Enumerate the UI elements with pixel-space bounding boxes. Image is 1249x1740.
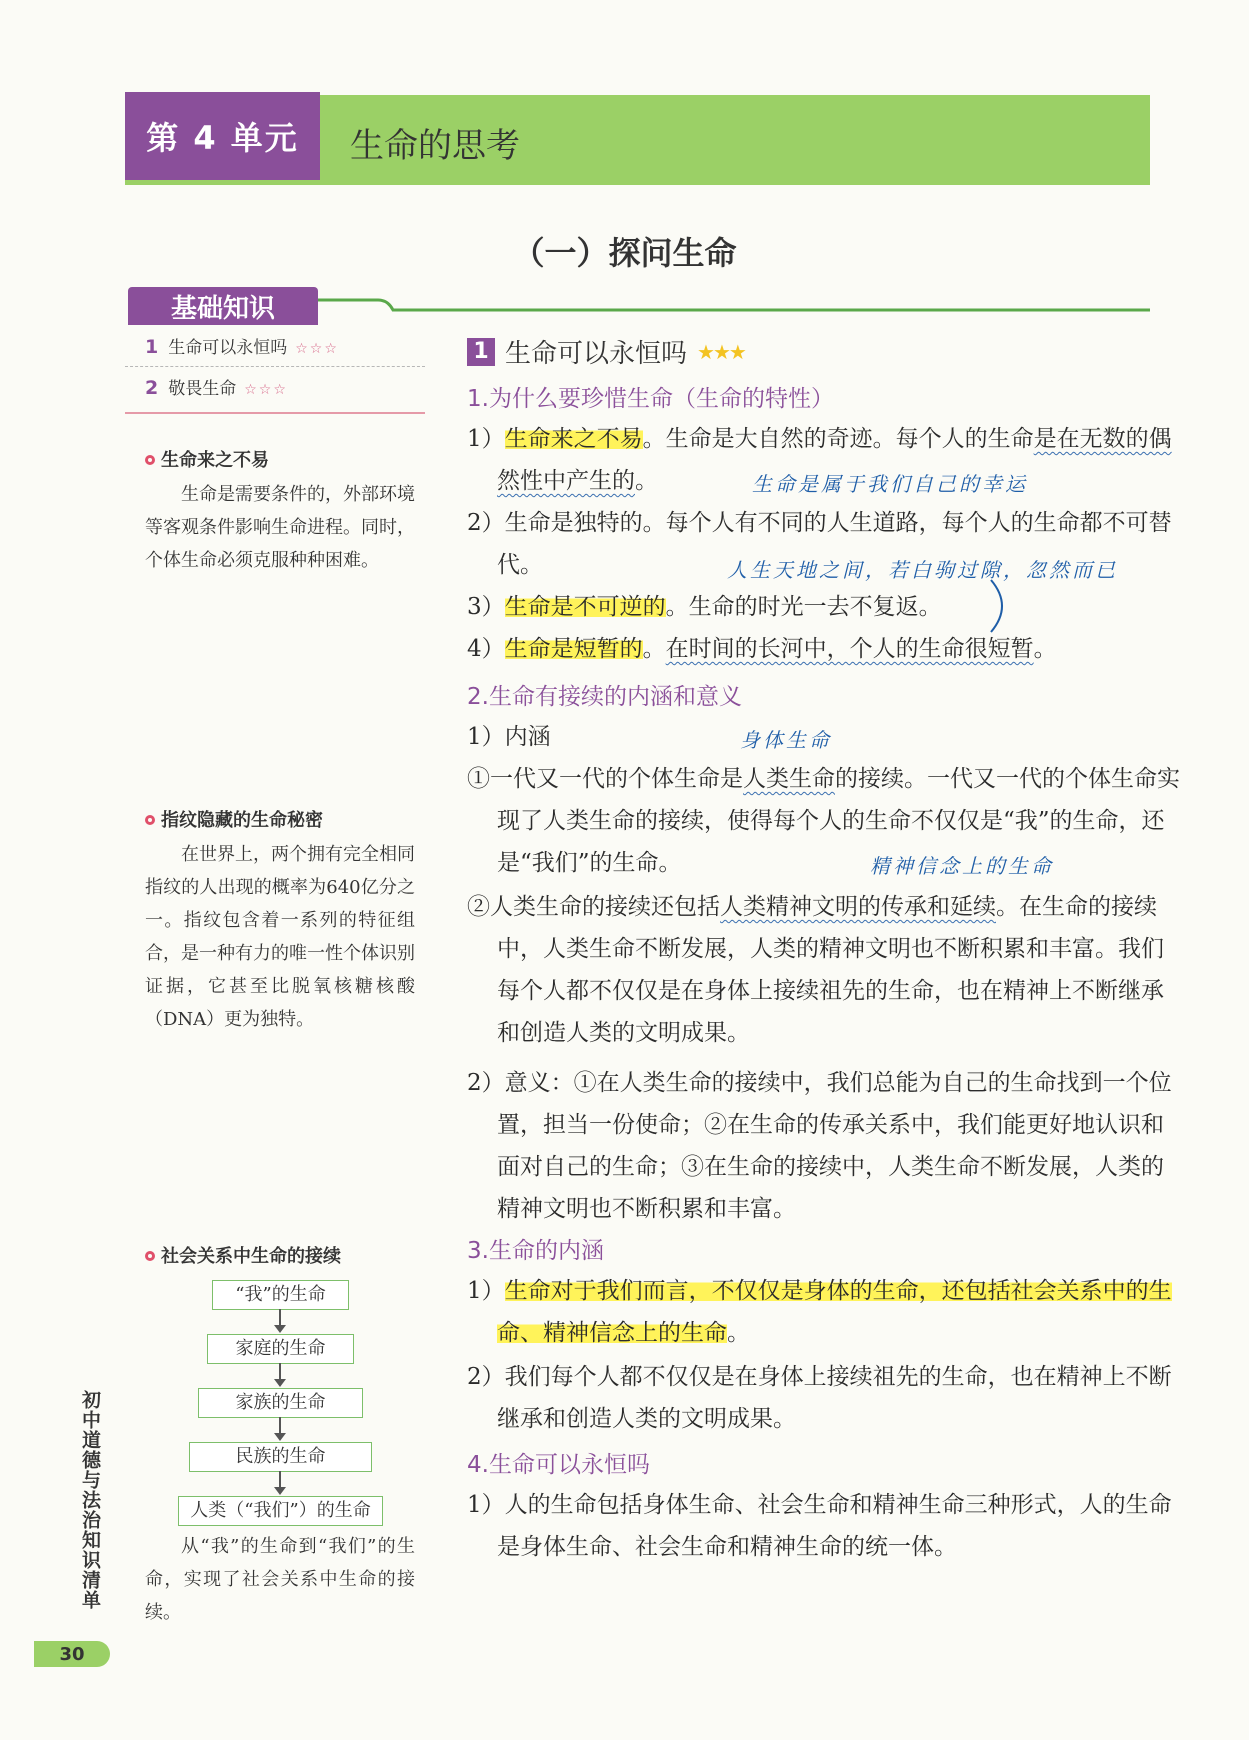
star-icon: ★★★	[697, 339, 745, 364]
arrow-down-icon	[279, 1471, 281, 1493]
handwritten-note: 人生天地之间，若白驹过隙，忽然而已	[727, 558, 1118, 582]
paragraph-4-1: 1）人的生命包括身体生命、社会生命和精神生命三种形式，人的生命是身体生命、社会生命和精神生命的统一体。	[467, 1492, 1172, 1560]
point-number: 1	[467, 338, 495, 366]
point-title: 生命可以永恒吗	[505, 339, 688, 369]
handwritten-note: 身体生命	[740, 728, 832, 752]
flow-box-5: 人类（“我们”）的生命	[178, 1496, 383, 1526]
divider-line	[318, 298, 1150, 312]
unit-label: 第 4 单元	[125, 92, 320, 180]
handwritten-note: 生命是属于我们自己的幸运	[752, 472, 1028, 496]
flow-box-1: “我”的生命	[212, 1280, 349, 1310]
paragraph-1-4: 4）生命是短暂的。在时间的长河中，个人的生命很短暂。	[467, 636, 1057, 662]
book-title: 初中道德与法治知识清单	[79, 1390, 101, 1610]
note-title-3: 社会关系中生命的接续	[145, 1242, 341, 1268]
paragraph-2-1: 1）内涵	[467, 724, 551, 750]
paragraph-2-2: 2）意义：①在人类生命的接续中，我们总能为自己的生命找到一个位置，担当一份使命；②在生命的传承关系中，我们能更好地认识和面对自己的生命；③在生命的接续中，人类生命不断发展，人类的精神文明也不断积累和丰富。	[467, 1070, 1172, 1222]
toc-item-1: 1 生命可以永恒吗 ☆☆☆	[145, 336, 339, 358]
handwritten-note: 精神信念上的生命	[870, 854, 1054, 878]
paragraph-1-1: 1）生命来之不易。生命是大自然的奇迹。每个人的生命是在无数的偶然性中产生的。	[467, 426, 1172, 494]
note-text-1: 生命是需要条件的，外部环境等客观条件影响生命进程。同时，个体生命必须克服种种困难。	[145, 484, 415, 571]
note-title-1: 生命来之不易	[145, 446, 269, 472]
note-text-3: 从“我”的生命到“我们”的生命，实现了社会关系中生命的接续。	[145, 1536, 415, 1623]
section-title: （一）探问生命	[512, 234, 737, 272]
paragraph-2-1-2: ②人类生命的接续还包括人类精神文明的传承和延续。在生命的接续中，人类生命不断发展，人类的精神文明也不断积累和丰富。我们每个人都不仅仅是在身体上接续祖先的生命，也在精神上不断继承和创造人类的文明成果。	[467, 894, 1164, 1046]
note-text-2: 在世界上，两个拥有完全相同指纹的人出现的概率为640亿分之一。指纹包含着一系列的特征组合，是一种有力的唯一性个体识别证据，它甚至比脱氧核糖核酸（DNA）更为独特。	[145, 844, 415, 1030]
note-title-2: 指纹隐藏的生命秘密	[145, 806, 323, 832]
arrow-down-icon	[279, 1417, 281, 1439]
arrow-down-icon	[279, 1363, 281, 1385]
paragraph-2-1-1: ①一代又一代的个体生命是人类生命的接续。一代又一代的个体生命实现了人类生命的接续，使得每个人的生命不仅仅是“我”的生命，还是“我们”的生命。	[467, 766, 1180, 876]
toc-bottom-divider	[125, 412, 425, 414]
bullet-icon	[145, 1251, 155, 1261]
arrow-down-icon	[279, 1309, 281, 1331]
flow-box-4: 民族的生命	[189, 1442, 372, 1472]
paragraph-1-2: 2）生命是独特的。每个人有不同的人生道路，每个人的生命都不可替代。	[467, 510, 1172, 578]
page-number: 30	[34, 1641, 110, 1667]
subsection-title-4: 4.生命可以永恒吗	[467, 1452, 650, 1478]
subsection-title-3: 3.生命的内涵	[467, 1238, 604, 1264]
star-icon: ☆☆☆	[244, 382, 288, 398]
toc-item-2: 2 敬畏生命 ☆☆☆	[145, 377, 288, 399]
star-icon: ☆☆☆	[295, 341, 339, 357]
subsection-title-1: 1.为什么要珍惜生命（生命的特性）	[467, 386, 834, 412]
knowledge-point-header	[467, 333, 745, 370]
toc-divider	[125, 366, 425, 367]
paragraph-3-2: 2）我们每个人都不仅仅是在身体上接续祖先的生命，也在精神上不断继承和创造人类的文明成果。	[467, 1364, 1172, 1432]
flow-box-2: 家庭的生命	[207, 1334, 354, 1364]
bullet-icon	[145, 455, 155, 465]
paragraph-3-1: 1）生命对于我们而言，不仅仅是身体的生命，还包括社会关系中的生命、精神信念上的生命。	[467, 1278, 1172, 1346]
unit-title: 生命的思考	[350, 126, 520, 166]
subsection-title-2: 2.生命有接续的内涵和意义	[467, 684, 742, 710]
flow-box-3: 家族的生命	[198, 1388, 363, 1418]
bullet-icon	[145, 815, 155, 825]
paragraph-1-3: 3）生命是不可逆的。生命的时光一去不复返。	[467, 594, 942, 620]
basic-knowledge-tab: 基础知识	[128, 287, 318, 325]
